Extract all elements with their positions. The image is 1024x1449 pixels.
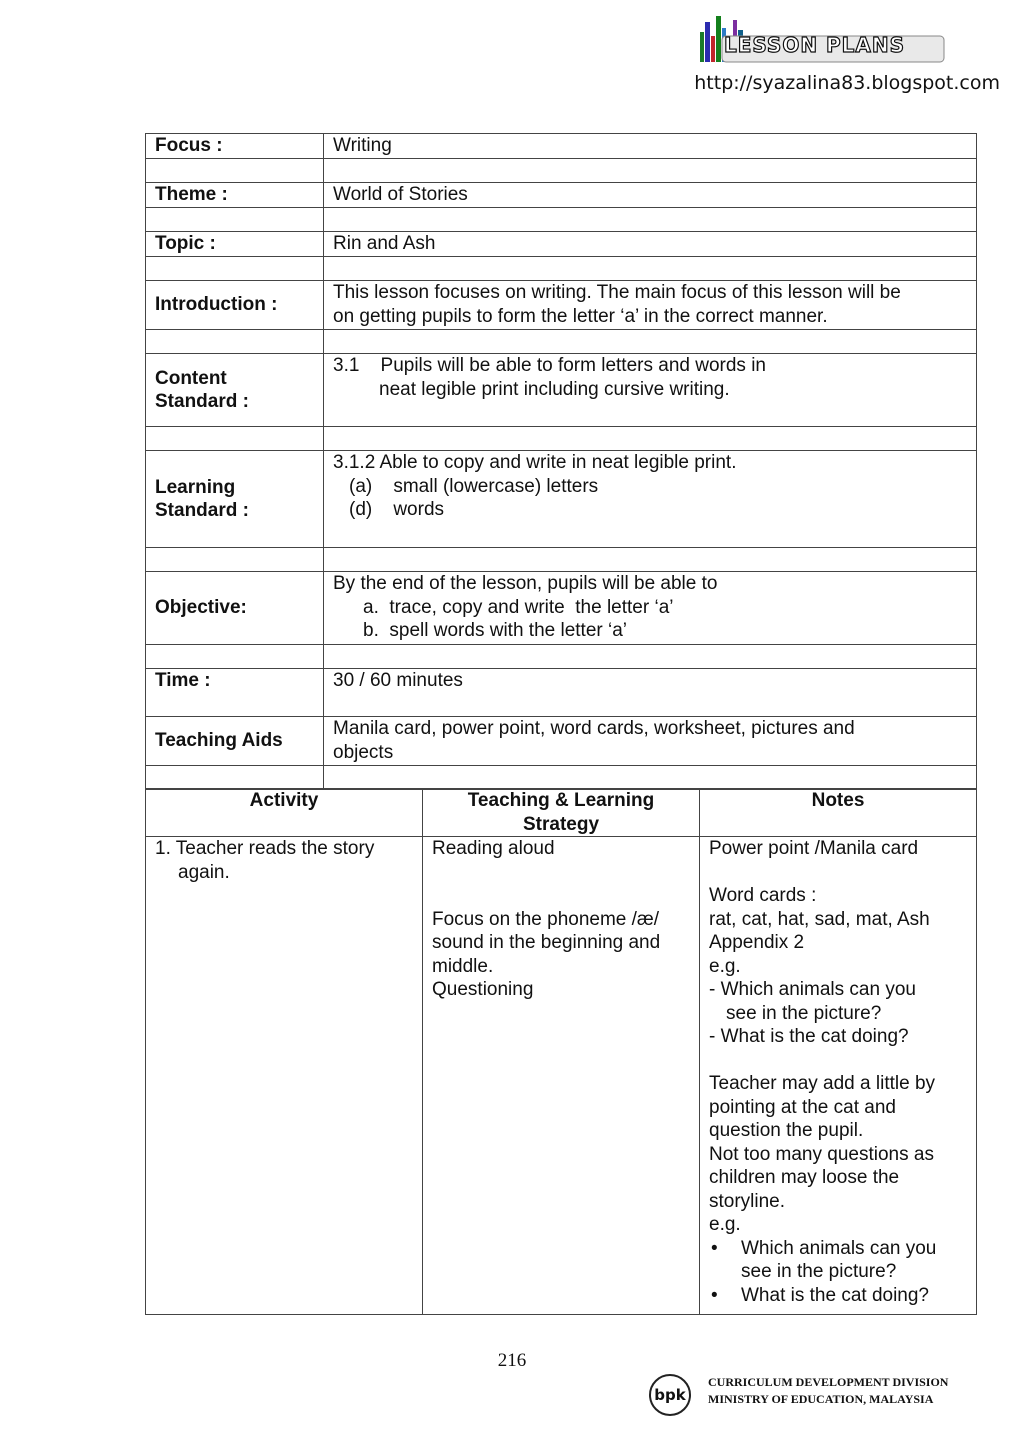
teaching-aids-label: Teaching Aids	[146, 717, 324, 766]
spacer-row	[146, 766, 977, 790]
label-line: Standard :	[155, 391, 249, 412]
introduction-value	[324, 281, 977, 330]
theme-value: World of Stories	[324, 183, 977, 208]
learning-standard-value	[324, 451, 977, 548]
introduction-row	[146, 281, 977, 330]
notes-line: - What is the cat doing?	[709, 1026, 909, 1047]
notes-line: children may loose the	[709, 1167, 900, 1188]
notes-bullet-item	[709, 1237, 967, 1284]
spacer-row	[146, 548, 977, 572]
spacer-row	[146, 257, 977, 281]
teaching-aids-line: objects	[333, 741, 394, 763]
label-line: Standard :	[155, 500, 249, 521]
notes-line: - Which animals can you	[709, 979, 916, 1000]
learning-standard-line: (a) small (lowercase) letters	[349, 475, 599, 497]
introduction-label: Introduction :	[146, 281, 324, 330]
time-value: 30 / 60 minutes	[324, 669, 977, 717]
content-standard-line: 3.1 Pupils will be able to form letters and words in	[333, 355, 766, 376]
learning-standard-line: 3.1.2 Able to copy and write in neat legible print.	[333, 452, 737, 473]
logo-text: LESSON PLANS	[724, 33, 906, 57]
spacer-row	[146, 330, 977, 354]
objective-value	[324, 572, 977, 645]
bullet-icon: •	[711, 1284, 718, 1306]
objective-line: a. trace, copy and write the letter ‘a’	[363, 596, 674, 618]
spacer-row	[146, 427, 977, 451]
spacer-row	[146, 208, 977, 232]
notes-line: Appendix 2	[709, 932, 805, 953]
spacer-row	[146, 159, 977, 183]
notes-line: Teacher may add a little by	[709, 1073, 936, 1094]
objective-row	[146, 572, 977, 645]
notes-line: Power point /Manila card	[709, 838, 919, 859]
notes-line: Word cards :	[709, 885, 817, 906]
bullet-text: What is the cat doing?	[741, 1284, 929, 1306]
strategy-line: Focus on the phoneme /æ/	[432, 908, 660, 930]
topic-label: Topic :	[146, 232, 324, 257]
content-standard-row	[146, 354, 977, 427]
teaching-aids-line: Manila card, power point, word cards, worksheet, pictures and	[333, 718, 855, 739]
strategy-line: sound in the beginning and	[432, 932, 661, 953]
notes-line: pointing at the cat and	[709, 1096, 896, 1118]
notes-line: Not too many questions as	[709, 1143, 934, 1165]
content-standard-line: neat legible print including cursive writing.	[379, 378, 730, 400]
notes-cell	[700, 837, 977, 1315]
bpk-seal-icon: bpk	[649, 1374, 691, 1416]
notes-line: question the pupil.	[709, 1120, 864, 1141]
strategy-cell	[423, 837, 700, 1315]
notes-header: Notes	[700, 789, 977, 837]
objective-label: Objective:	[146, 572, 324, 645]
lesson-info-table	[145, 133, 977, 790]
activity-header-row	[146, 789, 977, 837]
division-name	[708, 1374, 948, 1408]
strategy-line: middle.	[432, 955, 494, 977]
focus-row	[146, 134, 977, 159]
ministry-line: MINISTRY OF EDUCATION, MALAYSIA	[708, 1392, 934, 1406]
notes-line: rat, cat, hat, sad, mat, Ash	[709, 908, 930, 930]
objective-line: b. spell words with the letter ‘a’	[363, 620, 628, 641]
notes-line: e.g.	[709, 1214, 741, 1235]
activity-header: Activity	[146, 789, 423, 837]
teaching-aids-row	[146, 717, 977, 766]
bullet-icon: •	[711, 1237, 718, 1259]
activity-table	[145, 788, 977, 1315]
spacer-row	[146, 645, 977, 669]
time-row	[146, 669, 977, 717]
teaching-aids-value	[324, 717, 977, 766]
focus-value: Writing	[324, 134, 977, 159]
focus-label: Focus :	[146, 134, 324, 159]
activity-text: 1. Teacher reads the story again.	[155, 838, 375, 883]
introduction-line: This lesson focuses on writing. The main focus of this lesson will be	[333, 282, 901, 303]
theme-label: Theme :	[146, 183, 324, 208]
topic-row	[146, 232, 977, 257]
blog-url: http://syazalina83.blogspot.com	[694, 72, 1000, 94]
bullet-text: Which animals can you see in the picture?	[741, 1237, 937, 1282]
learning-standard-label	[146, 451, 324, 548]
theme-row	[146, 183, 977, 208]
label-line: Content	[155, 367, 227, 389]
activity-row	[146, 837, 977, 1315]
content-standard-label	[146, 354, 324, 427]
introduction-line: on getting pupils to form the letter ‘a’ in the correct manner.	[333, 305, 828, 327]
strategy-line: Reading aloud	[432, 838, 555, 859]
notes-bullet-item	[709, 1284, 967, 1308]
label-line: Learning	[155, 476, 236, 498]
division-line: CURRICULUM DEVELOPMENT DIVISION	[708, 1375, 949, 1389]
notes-line: storyline.	[709, 1190, 786, 1212]
page-number: 216	[497, 1350, 527, 1371]
notes-line: see in the picture?	[726, 1002, 882, 1024]
topic-value: Rin and Ash	[324, 232, 977, 257]
activity-cell	[146, 837, 423, 1315]
learning-standard-row	[146, 451, 977, 548]
strategy-line: Questioning	[432, 979, 534, 1000]
learning-standard-line: (d) words	[349, 499, 445, 520]
strategy-header: Teaching & Learning Strategy	[423, 789, 700, 837]
time-label: Time :	[146, 669, 324, 717]
content-standard-value	[324, 354, 977, 427]
objective-line: By the end of the lesson, pupils will be able to	[333, 573, 718, 594]
notes-line: e.g.	[709, 955, 741, 977]
